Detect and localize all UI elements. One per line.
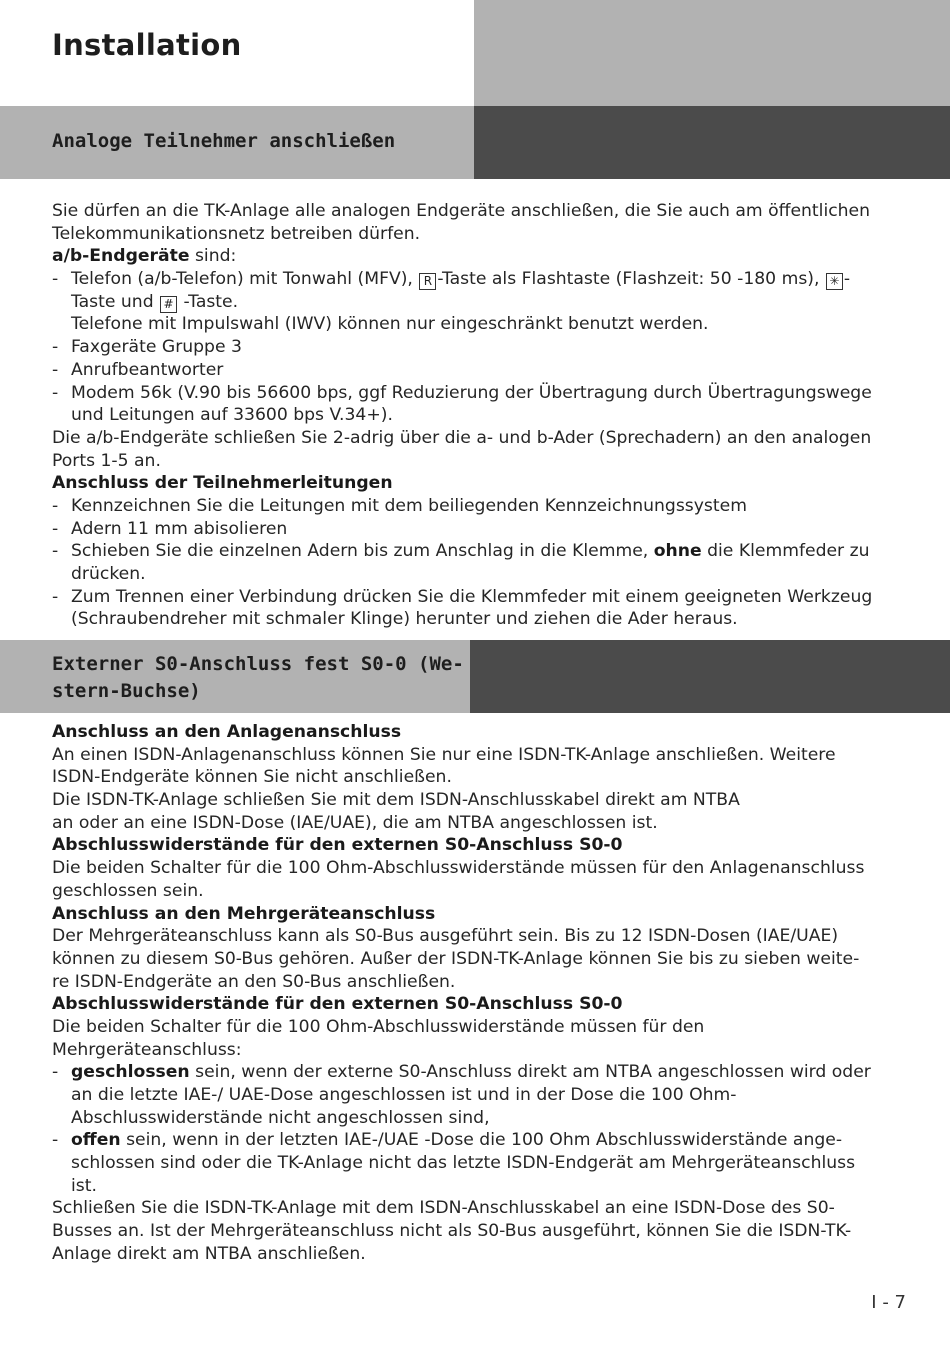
p2-line-2: geschlossen sein. [52,880,204,901]
ab-devices-label: a/b-Endgeräte [52,246,190,267]
step-2-text: Adern 11 mm abisolieren [71,518,288,539]
header-gray-block [474,0,950,106]
open-text-2: schlossen sind oder die TK-Anlage nicht das letzte ISDN-Endgerät am Mehrgeräteanschluss [71,1153,856,1174]
answering-text: Anrufbeantworter [71,359,224,380]
p1-line-1: An einen ISDN-Anlagenanschluss können Sie nur eine ISDN-TK-Anlage anschließen. Weitere [52,744,836,765]
p4-line-2: Mehrgeräteanschluss: [52,1039,242,1060]
section-band-s0 [0,640,950,713]
star-key-icon: ✳ [826,273,843,290]
telephone-text-e: -Taste. [178,291,239,312]
open-label: offen [71,1130,121,1151]
list-item-answering-machine: - Anrufbeantworter [52,359,224,380]
list-item-open: - offen sein, wenn in der letzten IAE-/UAE -Dose die 100 Ohm Abschlusswiderstände ange- [52,1130,843,1151]
p1-line-2: ISDN-Endgeräte können Sie nicht anschließen. [52,767,452,788]
p1-line-4: an oder an eine ISDN-Dose (IAE/UAE), die am NTBA angeschlossen ist. [52,812,658,833]
heading-multi-device: Anschluss an den Mehrgeräteanschluss [52,903,436,924]
heading-system-connection: Anschluss an den Anlagenanschluss [52,722,402,742]
step-3-text-c: die Klemmfeder zu [701,541,870,562]
r-key-icon: R [419,273,436,290]
p1-line-3: Die ISDN-TK-Anlage schließen Sie mit dem ISDN-Anschlusskabel direkt am NTBA [52,790,740,811]
list-item-step-3: - Schieben Sie die einzelnen Adern bis zum Anschlag in die Klemme, ohne die Klemmfeder zu [52,541,870,562]
telephone-text-b: -Taste als Flashtaste (Flashzeit: 50 -180 ms), [437,269,825,290]
connect-line-1: Die a/b-Endgeräte schließen Sie 2-adrig über die a- und b-Ader (Sprechadern) an den analogen [52,427,872,448]
open-text-3: ist. [71,1175,97,1196]
step-3-bold: ohne [653,541,702,562]
page-title: Installation [52,28,242,62]
p3-line-2: können zu diesem S0-Bus gehören. Außer der ISDN-TK-Anlage können Sie bis zu sieben weite- [52,948,860,969]
final-line-1: Schließen Sie die ISDN-TK-Anlage mit dem ISDN-Anschlusskabel an eine ISDN-Dose des S0- [52,1198,835,1219]
heading-termination-1: Abschlusswiderstände für den externen S0-Anschluss S0-0 [52,835,623,856]
section-body-analog [52,200,912,631]
list-item-step-1: - Kennzeichnen Sie die Leitungen mit dem beiliegenden Kennzeichnungssystem [52,495,747,516]
final-line-3: Anlage direkt am NTBA anschließen. [52,1243,366,1264]
intro-line-1: Sie dürfen an die TK-Anlage alle analogen Endgeräte anschließen, die Sie auch am öffentlichen [52,201,871,221]
step-4-text-1: Zum Trennen einer Verbindung drücken Sie die Klemmfeder mit einem geeigneten Werkzeug [71,586,873,607]
closed-text-1: sein, wenn der externe S0-Anschluss direkt am NTBA angeschlossen wird oder [189,1062,871,1083]
section-title-s0 [52,651,464,705]
telephone-text-d: Taste und [71,291,160,312]
step-3-text-d: drücken. [71,564,146,584]
open-text-1: sein, wenn in der letzten IAE-/UAE -Dose die 100 Ohm Abschlusswiderstände ange- [120,1130,843,1151]
section-title-analog: Analoge Teilnehmer anschließen [52,130,396,152]
list-item-fax: - Faxgeräte Gruppe 3 [52,337,242,358]
telephone-text-a: Telefon (a/b-Telefon) mit Tonwahl (MFV), [71,269,419,290]
list-item-telephone-cont [52,291,912,314]
step-4-text-2: (Schraubendreher mit schmaler Klinge) herunter und ziehen die Ader heraus. [71,609,738,630]
closed-text-3: Abschlusswiderstände nicht angeschlossen sind, [71,1107,490,1128]
section-body-s0 [52,721,912,1266]
band-dark-block-2 [470,640,950,713]
list-item-modem: - Modem 56k (V.90 bis 56600 bps, ggf Reduzierung der Übertragung durch Übertragungswege [52,382,872,403]
intro-line-2: Telekommunikationsnetz betreiben dürfen. [52,223,421,244]
modem-text-1: Modem 56k (V.90 bis 56600 bps, ggf Reduzierung der Übertragung durch Übertragungswege [71,382,872,403]
section-band-analog [0,106,950,179]
p2-line-1: Die beiden Schalter für die 100 Ohm-Abschlusswiderstände müssen für den Anlagenanschluss [52,858,865,879]
connect-line-2: Ports 1-5 an. [52,450,161,471]
modem-text-2: und Leitungen auf 33600 bps V.34+). [71,405,393,426]
list-item-telephone: - Telefon (a/b-Telefon) mit Tonwahl (MFV), R -Taste als Flashtaste (Flashzeit: 50 -180 ms), ✳ - [52,269,851,290]
step-3-text-a: Schieben Sie die einzelnen Adern bis zum Anschlag in die Klemme, [71,541,654,562]
fax-text: Faxgeräte Gruppe 3 [71,337,242,358]
step-1-text: Kennzeichnen Sie die Leitungen mit dem beiliegenden Kennzeichnungssystem [71,495,747,516]
band-dark-block [474,106,950,179]
list-item-step-4: - Zum Trennen einer Verbindung drücken Sie die Klemmfeder mit einem geeigneten Werkzeug [52,586,873,607]
lines-heading: Anschluss der Teilnehmerleitungen [52,473,393,494]
p3-line-3: re ISDN-Endgeräte an den S0-Bus anschließen. [52,971,456,992]
ab-devices-line [52,245,912,268]
list-item-closed: - geschlossen sein, wenn der externe S0-Anschluss direkt am NTBA angeschlossen wird oder [52,1062,871,1083]
list-item-step-2: - Adern 11 mm abisolieren [52,518,288,539]
telephone-pulse-note: Telefone mit Impulswahl (IWV) können nur eingeschränkt benutzt werden. [71,314,709,335]
telephone-text-c: - [843,269,851,290]
closed-text-2: an die letzte IAE-/ UAE-Dose angeschlossen ist und in der Dose die 100 Ohm- [71,1085,737,1105]
ab-devices-suffix: sind: [189,246,237,267]
final-line-2: Busses an. Ist der Mehrgeräteanschluss nicht als S0-Bus ausgeführt, können Sie die ISDN-TK- [52,1221,852,1242]
p3-line-1: Der Mehrgeräteanschluss kann als S0-Bus ausgeführt sein. Bis zu 12 ISDN-Dosen (IAE/UAE) [52,926,839,947]
page-number: I - 7 [871,1292,906,1313]
closed-label: geschlossen [71,1062,190,1083]
section-title-s0-line-1: Externer S0-Anschluss fest S0-0 (We- [52,653,464,675]
p4-line-1: Die beiden Schalter für die 100 Ohm-Abschlusswiderstände müssen für den [52,1016,705,1037]
heading-termination-2: Abschlusswiderstände für den externen S0-Anschluss S0-0 [52,994,623,1015]
hash-key-icon: # [160,296,177,313]
section-title-s0-line-2: stern-Buchse) [52,680,201,702]
